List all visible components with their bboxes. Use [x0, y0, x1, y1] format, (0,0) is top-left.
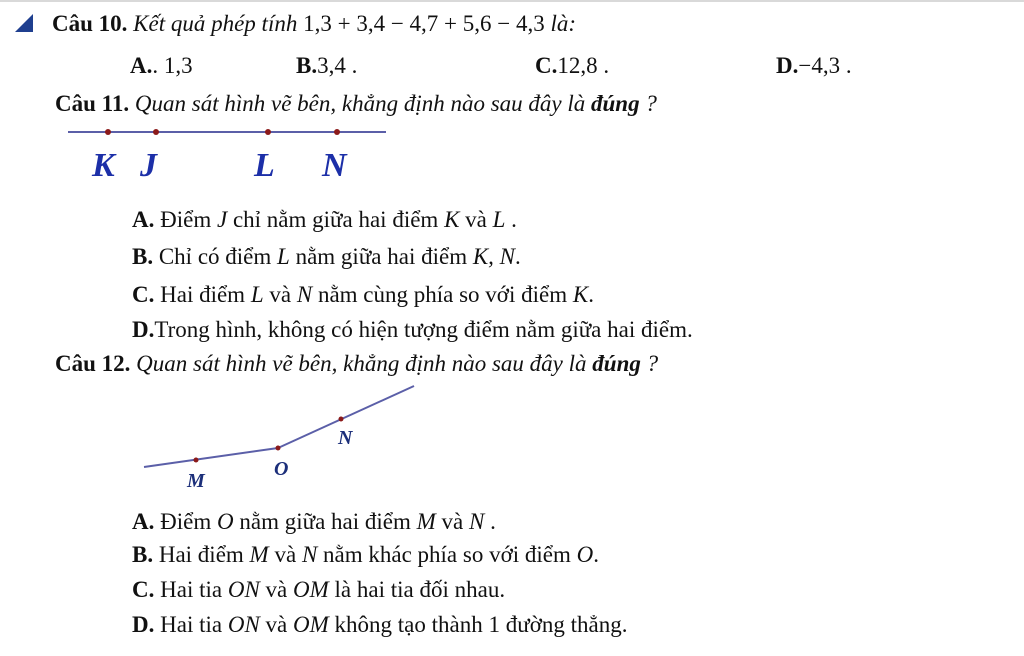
option-letter: D. — [132, 317, 155, 342]
option-text: . — [490, 509, 496, 534]
option-math: OM — [293, 577, 329, 602]
q12-option-c[interactable] — [132, 576, 505, 604]
q12-option-b[interactable] — [132, 541, 599, 569]
option-text: và — [265, 577, 288, 602]
option-math: K, N — [472, 244, 516, 269]
option-text: Chỉ có điểm — [158, 244, 272, 269]
option-text: Trong hình, không có hiện tượng điểm nằm giữa hai điểm. — [154, 317, 693, 342]
q12-label-o: O — [274, 458, 289, 480]
option-value: 3,4 . — [317, 53, 358, 78]
option-math: N — [296, 282, 313, 307]
option-math: J — [216, 207, 228, 232]
q12-label-m: M — [187, 470, 205, 492]
option-letter: B. — [132, 542, 154, 567]
q10-number: Câu 10. — [52, 11, 128, 36]
option-text: . — [511, 207, 517, 232]
q11-option-d[interactable] — [132, 316, 693, 344]
q11-text-after: ? — [645, 91, 657, 116]
option-text: và — [274, 542, 297, 567]
q11-point-k — [105, 129, 111, 135]
q12-text-after: ? — [646, 351, 659, 376]
option-math: M — [249, 542, 269, 567]
option-letter: A. — [132, 207, 155, 232]
q11-option-a[interactable] — [132, 206, 517, 234]
q11-point-n — [334, 129, 340, 135]
option-text: không tạo thành 1 đường thẳng. — [334, 612, 628, 637]
option-math: N — [301, 542, 318, 567]
option-math: K — [444, 207, 460, 232]
q11-point-j — [153, 129, 159, 135]
option-text: chỉ nằm giữa hai điểm — [232, 207, 439, 232]
option-math: L — [492, 207, 506, 232]
option-text: và — [441, 509, 464, 534]
q11-option-c[interactable] — [132, 281, 594, 309]
q12-ray-om — [144, 448, 278, 467]
q10-expression: 1,3 + 3,4 − 4,7 + 5,6 − 4,3 — [303, 11, 545, 36]
option-math: K — [572, 282, 589, 307]
q11-emphasis: đúng — [591, 91, 640, 116]
q10-text-before: Kết quả phép tính — [133, 11, 298, 36]
option-letter: C. — [535, 53, 558, 78]
q12-point-o — [276, 446, 281, 451]
q11-option-b[interactable] — [132, 243, 521, 271]
q12-point-n — [339, 417, 344, 422]
option-text: Hai tia — [160, 612, 223, 637]
q11-label-l: L — [254, 147, 275, 184]
option-text: Hai điểm — [160, 282, 246, 307]
q12-question — [55, 350, 658, 378]
option-math: ON — [227, 577, 260, 602]
q11-label-n: N — [322, 147, 347, 184]
option-math: M — [416, 509, 436, 534]
option-math: L — [250, 282, 264, 307]
q12-point-m — [194, 458, 199, 463]
option-math: O — [216, 509, 234, 534]
option-letter: B. — [132, 244, 154, 269]
option-math: N — [469, 509, 485, 534]
option-letter: A. — [130, 53, 153, 78]
option-text: . — [588, 282, 594, 307]
option-text: là hai tia đối nhau. — [334, 577, 506, 602]
q12-label-n: N — [338, 427, 353, 449]
q11-label-j: J — [140, 147, 157, 184]
option-text: nằm khác phía so với điểm — [323, 542, 571, 567]
option-letter: D. — [776, 53, 799, 78]
option-text: nằm giữa hai điểm — [295, 244, 468, 269]
q11-text-before: Quan sát hình vẽ bên, khẳng định nào sau đây là — [134, 91, 586, 116]
option-text: và — [465, 207, 487, 232]
option-text: và — [265, 612, 288, 637]
option-value: . 1,3 — [152, 53, 193, 78]
option-letter: D. — [132, 612, 155, 637]
option-text: . — [593, 542, 600, 567]
option-math: OM — [293, 612, 329, 637]
option-math: ON — [227, 612, 260, 637]
option-text: Điểm — [160, 207, 212, 232]
option-text: . — [515, 244, 521, 269]
q12-emphasis: đúng — [592, 351, 641, 376]
option-math: L — [277, 244, 290, 269]
option-math: O — [576, 542, 594, 567]
q12-number: Câu 12. — [55, 351, 131, 376]
option-text: nằm giữa hai điểm — [239, 509, 411, 534]
q12-option-a[interactable] — [132, 508, 496, 536]
q11-point-l — [265, 129, 271, 135]
q11-label-k: K — [92, 147, 115, 184]
option-letter: A. — [132, 509, 155, 534]
q10-text-after: là: — [550, 11, 577, 36]
option-text: và — [269, 282, 292, 307]
q11-number: Câu 11. — [55, 91, 130, 116]
option-letter: C. — [132, 282, 155, 307]
option-text: nằm cùng phía so với điểm — [317, 282, 568, 307]
q12-option-d[interactable] — [132, 611, 627, 639]
option-text: Điểm — [160, 509, 212, 534]
option-value: −4,3 . — [798, 53, 852, 78]
option-text: Hai điểm — [158, 542, 244, 567]
option-value: 12,8 . — [557, 53, 610, 78]
option-text: Hai tia — [160, 577, 223, 602]
option-letter: C. — [132, 577, 155, 602]
q12-text-before: Quan sát hình vẽ bên, khẳng định nào sau đây là — [136, 351, 587, 376]
option-letter: B. — [296, 53, 318, 78]
